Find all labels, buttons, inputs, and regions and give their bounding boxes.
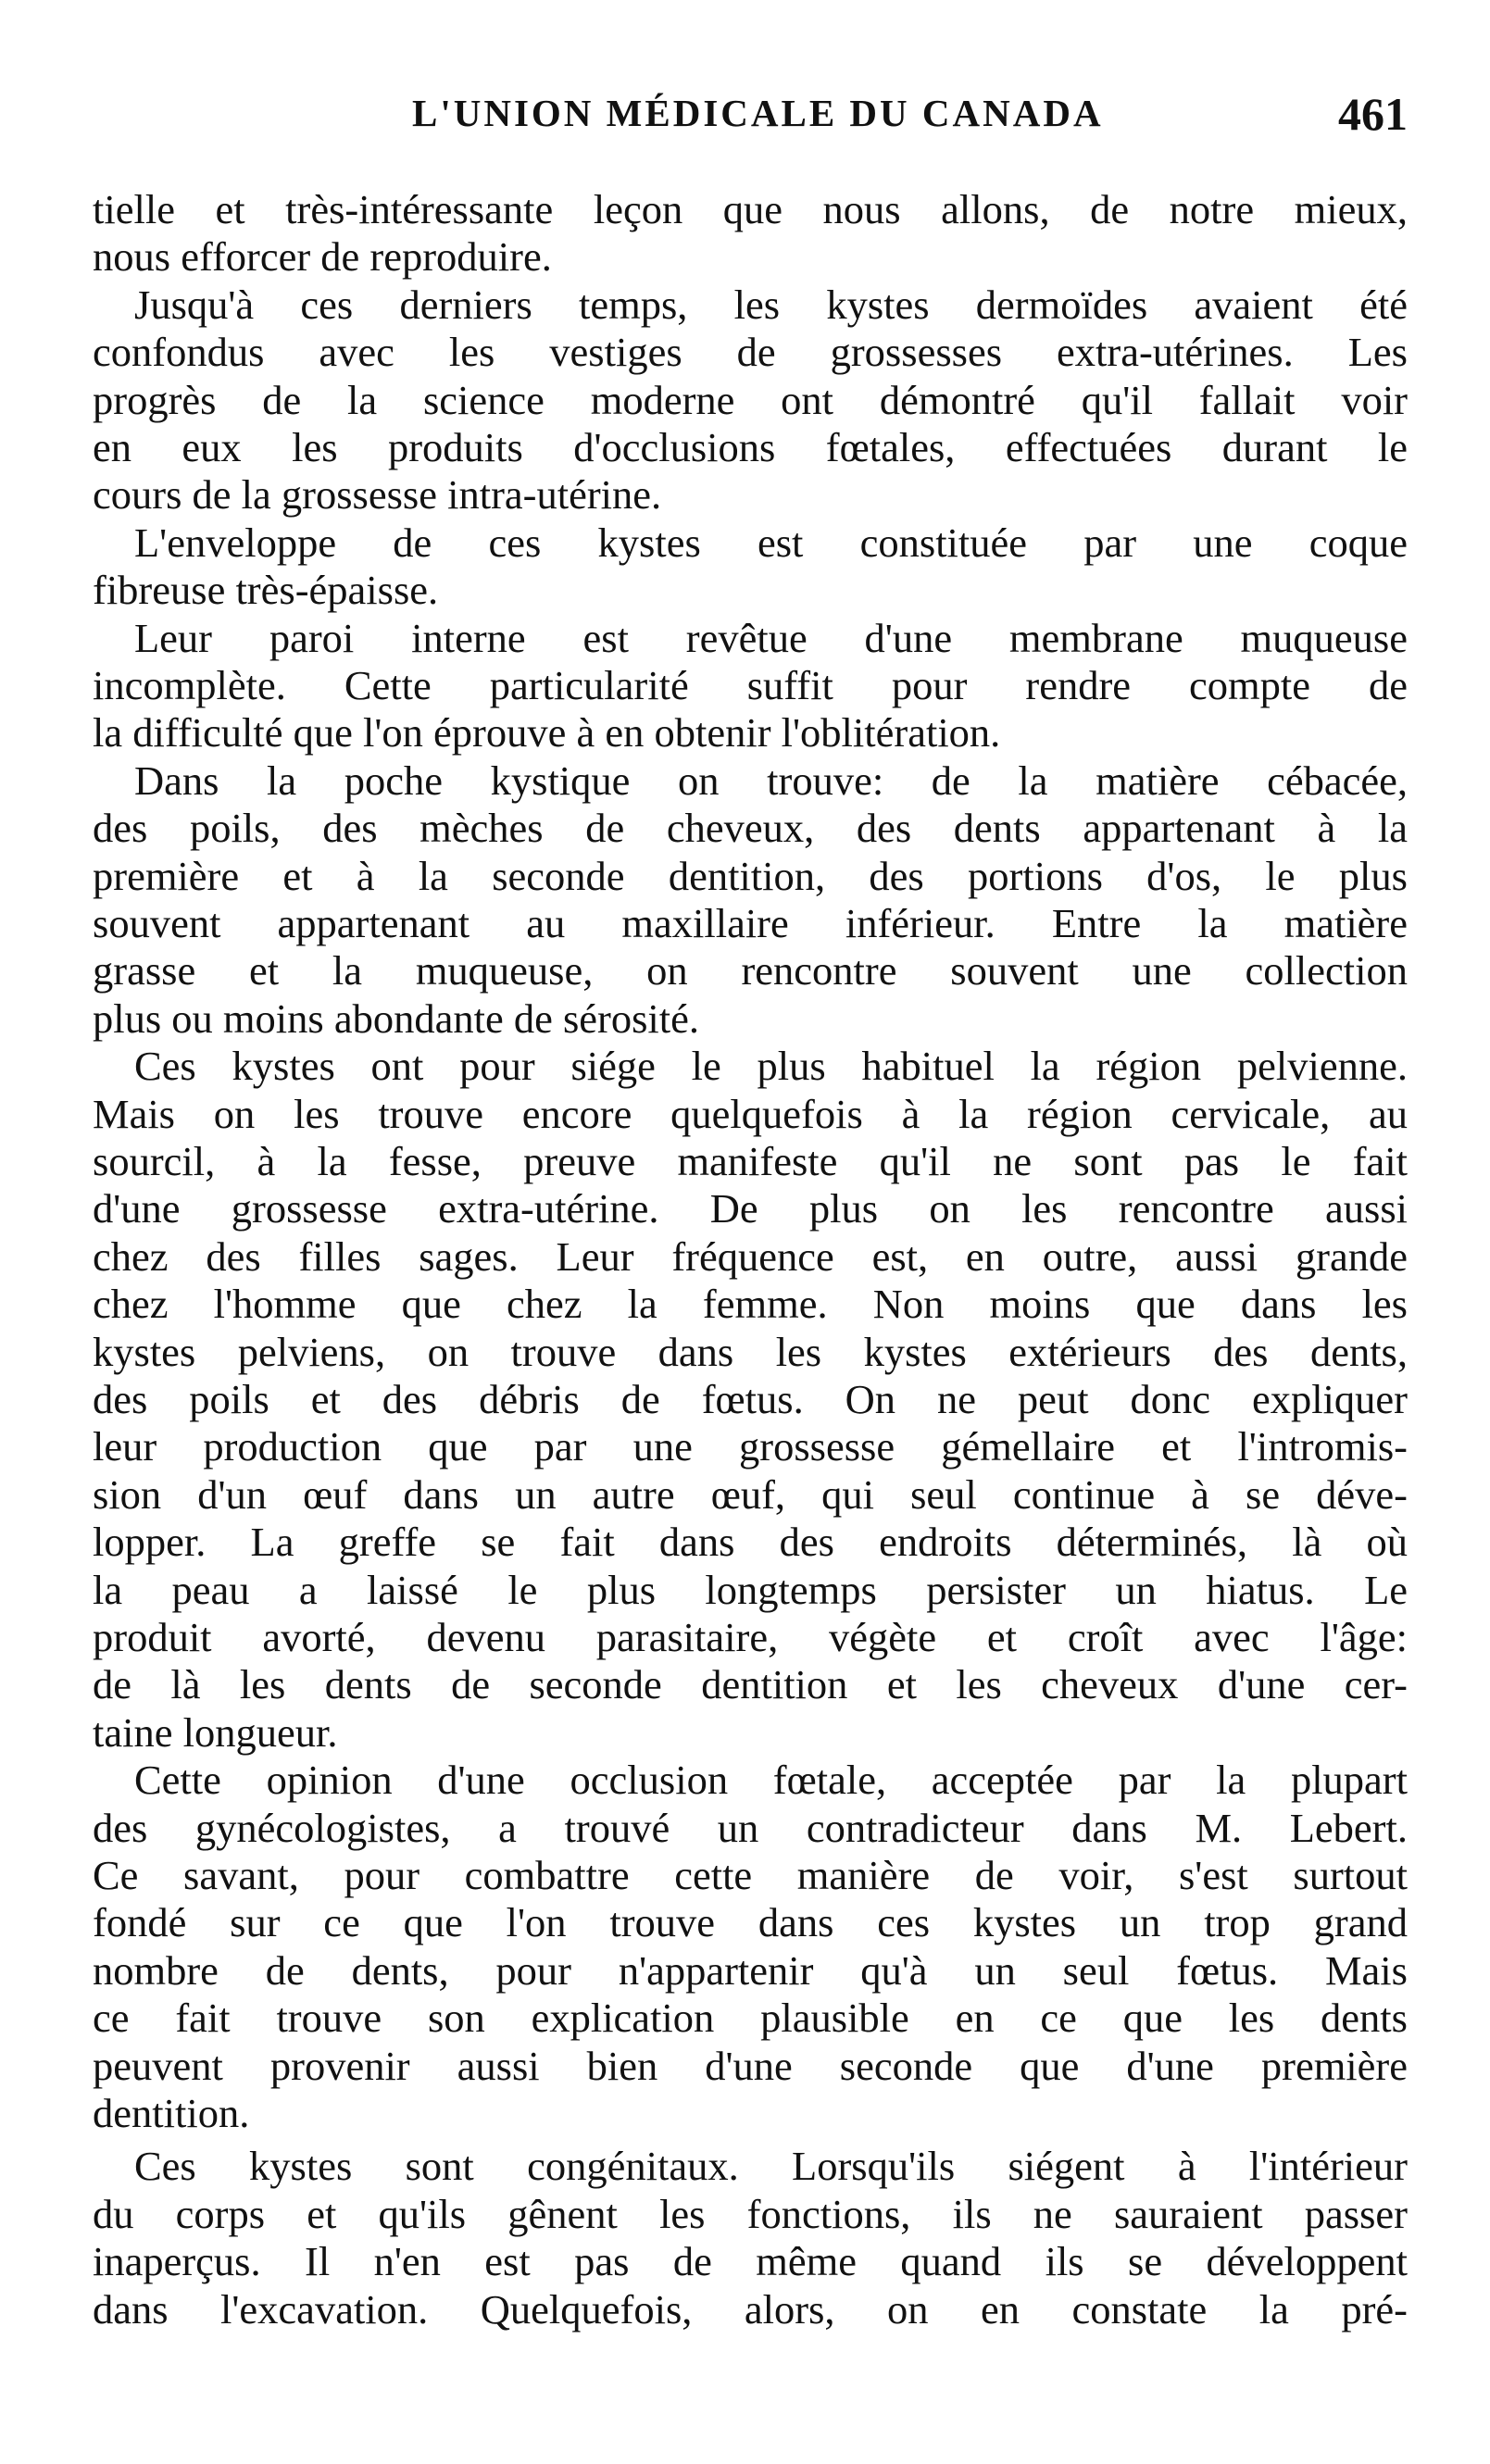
- text-line: des gynécologistes, a trouvé un contradicteur dans M. Lebert.: [93, 1804, 1408, 1851]
- text-line: Dans la poche kystique on trouve: de la matière cébacée,: [134, 757, 1408, 804]
- text-line: Cette opinion d'une occlusion fœtale, acceptée par la plupart: [134, 1757, 1408, 1804]
- journal-title: L'UNION MÉDICALE DU CANADA: [412, 92, 1104, 134]
- text-line: fibreuse très-épaisse.: [93, 567, 439, 614]
- text-line: progrès de la science moderne ont démontré qu'il fallait voir: [93, 376, 1408, 423]
- text-line: plus ou moins abondante de sérosité.: [93, 994, 700, 1042]
- text-line: des poils et des débris de fœtus. On ne peut donc expliquer: [93, 1376, 1408, 1422]
- text-line: de là les dents de seconde dentition et les cheveux d'une cer-: [93, 1661, 1408, 1708]
- text-line: du corps et qu'ils gênent les fonctions, ils ne sauraient passer: [93, 2190, 1408, 2237]
- text-line: fondé sur ce que l'on trouve dans ces kystes un trop grand: [93, 1899, 1408, 1946]
- text-line: confondus avec les vestiges de grossesses extra-utérines. Les: [93, 329, 1408, 376]
- text-line: incomplète. Cette particularité suffit pour rendre compte de: [93, 662, 1408, 708]
- text-line: Ces kystes ont pour siége le plus habituel la région pelvienne.: [134, 1043, 1408, 1090]
- text-line: chez des filles sages. Leur fréquence est, en outre, aussi grande: [93, 1232, 1408, 1280]
- text-line: cours de la grossesse intra-utérine.: [93, 471, 662, 519]
- text-line: des poils, des mèches de cheveux, des dents appartenant à la: [93, 805, 1408, 852]
- text-line: la peau a laissé le plus longtemps persister un hiatus. Le: [93, 1566, 1408, 1613]
- text-line: ce fait trouve son explication plausible en ce que les dents: [93, 1995, 1408, 2042]
- text-line: peuvent provenir aussi bien d'une seconde que d'une première: [93, 2042, 1408, 2089]
- text-line: Ce savant, pour combattre cette manière de voir, s'est surtout: [93, 1852, 1408, 1898]
- text-line: dentition.: [93, 2090, 250, 2136]
- text-line: grasse et la muqueuse, on rencontre souvent une collection: [93, 947, 1408, 994]
- text-line: tielle et très-intéressante leçon que nous allons, de notre mieux,: [93, 186, 1408, 232]
- text-line: produit avorté, devenu parasitaire, végète et croît avec l'âge:: [93, 1614, 1408, 1660]
- text-line: la difficulté que l'on éprouve à en obtenir l'oblitération.: [93, 709, 1001, 757]
- text-line: lopper. La greffe se fait dans des endroits déterminés, là où: [93, 1519, 1408, 1566]
- text-line: chez l'homme que chez la femme. Non moins que dans les: [93, 1281, 1408, 1328]
- text-line: nombre de dents, pour n'appartenir qu'à un seul fœtus. Mais: [93, 1946, 1408, 1994]
- text-line: L'enveloppe de ces kystes est constituée par une coque: [134, 519, 1408, 566]
- text-line: en eux les produits d'occlusions fœtales, effectuées durant le: [93, 424, 1408, 470]
- text-line: sourcil, à la fesse, preuve manifeste qu'il ne sont pas le fait: [93, 1138, 1408, 1184]
- text-line: Jusqu'à ces derniers temps, les kystes dermoïdes avaient été: [134, 281, 1408, 328]
- text-line: sion d'un œuf dans un autre œuf, qui seul continue à se déve-: [93, 1470, 1408, 1518]
- text-line: nous efforcer de reproduire.: [93, 233, 552, 281]
- text-line: première et à la seconde dentition, des portions d'os, le plus: [93, 852, 1408, 899]
- page-number: 461: [1338, 88, 1408, 140]
- text-line: Leur paroi interne est revêtue d'une membrane muqueuse: [134, 614, 1408, 661]
- running-head: [93, 88, 1408, 146]
- text-line: taine longueur.: [93, 1708, 338, 1756]
- text-line: Ces kystes sont congénitaux. Lorsqu'ils siégent à l'intérieur: [134, 2143, 1408, 2190]
- text-line: souvent appartenant au maxillaire inférieur. Entre la matière: [93, 900, 1408, 946]
- text-line: inaperçus. Il n'en est pas de même quand ils se développent: [93, 2238, 1408, 2285]
- text-line: kystes pelviens, on trouve dans les kystes extérieurs des dents,: [93, 1328, 1408, 1375]
- text-line: leur production que par une grossesse gémellaire et l'intromis-: [93, 1423, 1408, 1470]
- text-line: d'une grossesse extra-utérine. De plus on les rencontre aussi: [93, 1185, 1408, 1232]
- text-line: dans l'excavation. Quelquefois, alors, on en constate la pré-: [93, 2285, 1408, 2333]
- text-line: Mais on les trouve encore quelquefois à la région cervicale, au: [93, 1090, 1408, 1137]
- body-text: [93, 185, 1408, 2408]
